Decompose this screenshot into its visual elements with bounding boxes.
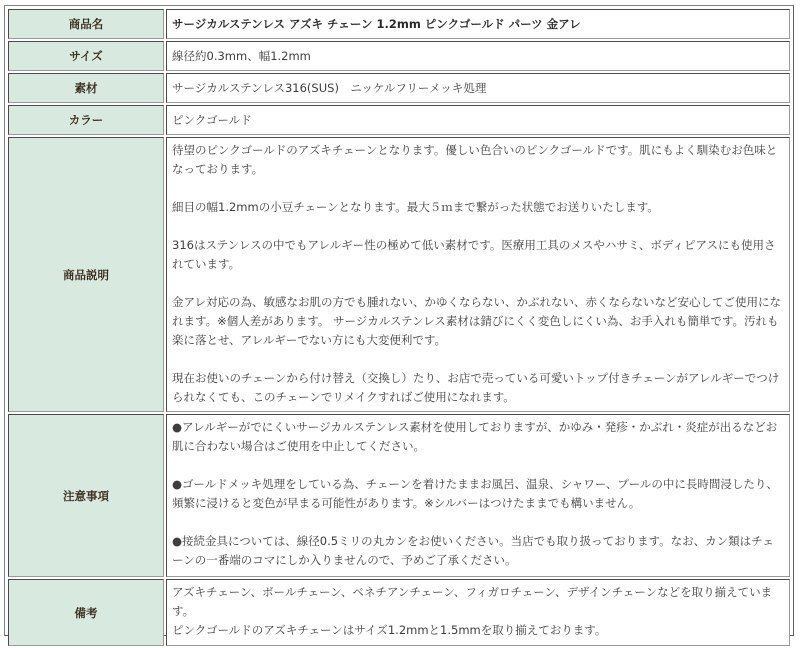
remarks-line: アズキチェーン、ボールチェーン、ベネチアンチェーン、フィガロチェーン、デザインチェーンなどを取り揃えています。 — [172, 585, 773, 618]
product-spec-table-frame — [4, 5, 794, 636]
value-color: ピンクゴールド — [166, 105, 790, 135]
row-product-name — [8, 9, 790, 39]
remarks-line: ピンクゴールドのアズキチェーンはサイズ1.2mmと1.5mmを取り揃えております。 — [172, 623, 607, 637]
row-size — [8, 41, 790, 71]
description-paragraph: 待望のピンクゴールドのアズキチェーンとなります。優しい色合いのピンクゴールドです。肌にもよく馴染むお色味となっております。 — [172, 143, 778, 176]
row-notes — [8, 414, 790, 577]
row-remarks — [8, 579, 790, 646]
paragraph-spacer — [172, 179, 784, 198]
label-material: 素材 — [8, 73, 164, 103]
value-material: サージカルステンレス316(SUS) ニッケルフリーメッキ処理 — [166, 73, 790, 103]
value-notes — [166, 414, 790, 577]
label-color: カラー — [8, 105, 164, 135]
label-description: 商品説明 — [8, 137, 164, 412]
row-color — [8, 105, 790, 135]
value-product-name: サージカルステンレス アズキ チェーン 1.2mm ピンクゴールド パーツ 金アレ — [166, 9, 790, 39]
paragraph-spacer — [172, 274, 784, 293]
description-paragraph: 316はステンレスの中でもアレルギー性の極めて低い素材です。医療用工具のメスやハサミ、ボディピアスにも使用されています。 — [172, 238, 776, 271]
value-description — [166, 137, 790, 412]
paragraph-spacer — [172, 513, 784, 532]
notes-paragraph: ●接続金具については、線径0.5ミリの丸カンをお使いください。当店でも取り扱っております。なお、カン類はチェーンの一番端のコマにしか入りませんので、予めご了承ください。 — [172, 534, 774, 567]
value-remarks — [166, 579, 790, 646]
row-material — [8, 73, 790, 103]
row-description — [8, 137, 790, 412]
paragraph-spacer — [172, 456, 784, 475]
description-paragraph: 現在お使いのチェーンから付け替え（交換し）たり、お店で売っている可愛いトップ付きチェーンがアレルギーでつけられなくても、このチェーンでリメイクすればご使用になれます。 — [172, 371, 780, 404]
product-spec-table — [6, 7, 792, 648]
paragraph-spacer — [172, 350, 784, 369]
description-paragraph: 金アレ対応の為、敏感なお肌の方でも腫れない、かゆくならない、かぶれない、赤くならないなど安心してご使用になれます。※個人差があります。 サージカルステンレス素材は錆びにくく変色しにくい為、お手入れも簡単です。汚れも楽に落とせ、アレルギーでない方にも大変便利です。 — [172, 295, 782, 347]
label-remarks: 備考 — [8, 579, 164, 646]
label-size: サイズ — [8, 41, 164, 71]
description-paragraph: 細目の幅1.2mmの小豆チェーンとなります。最大５ｍまで繋がった状態でお送りいたします。 — [172, 200, 659, 214]
notes-paragraph: ●ゴールドメッキ処理をしている為、チェーンを着けたままお風呂、温泉、シャワー、プールの中に長時間浸したり、頻繁に浸けると変色が早まる可能性があります。※シルバーはつけたままでも構いません。 — [172, 477, 778, 510]
paragraph-spacer — [172, 217, 784, 236]
notes-paragraph: ●アレルギーがでにくいサージカルステンレス素材を使用しておりますが、かゆみ・発疹・かぶれ・炎症が出るなどお肌に合わない場合はご使用を中止してください。 — [172, 420, 778, 453]
label-notes: 注意事項 — [8, 414, 164, 577]
label-product-name: 商品名 — [8, 9, 164, 39]
value-size: 線径約0.3mm、幅1.2mm — [166, 41, 790, 71]
